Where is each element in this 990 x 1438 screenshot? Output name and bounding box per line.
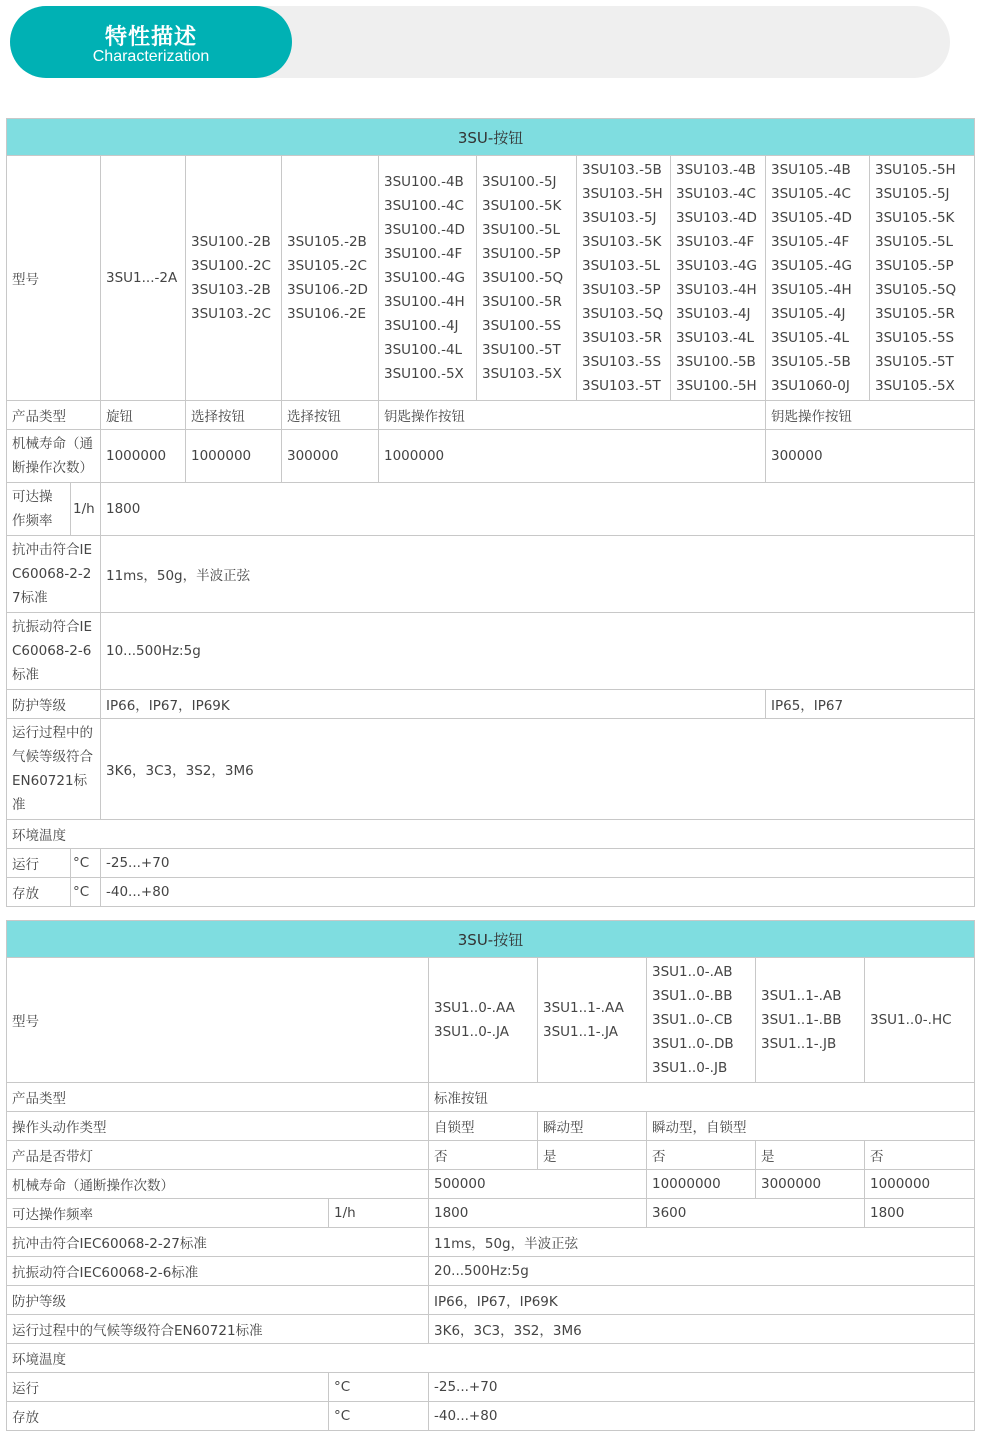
- model-code: 3SU100.-2C: [191, 258, 271, 274]
- lamp-value: 否: [647, 1141, 756, 1170]
- model-code: 3SU106.-2E: [287, 306, 367, 322]
- vibration-label: 抗振动符合IEC60068-2-6标准: [7, 1257, 429, 1286]
- model-code: 3SU100.-5T: [482, 342, 561, 358]
- freq-value: 1800: [865, 1199, 975, 1228]
- climate-value: 3K6，3C3，3S2，3M6: [101, 719, 975, 820]
- model-code: 3SU103.-4F: [676, 234, 755, 250]
- model-code: 3SU105.-2C: [287, 258, 367, 274]
- model-code: 3SU100.-4J: [384, 318, 459, 334]
- shock-row: [7, 536, 975, 613]
- model-code: 3SU103.-5K: [582, 234, 662, 250]
- protection-value: IP66，IP67，IP69K: [101, 690, 766, 719]
- run-unit: °C: [329, 1373, 429, 1402]
- climate-row: [7, 1315, 975, 1344]
- action-type-value: 瞬动型，自锁型: [647, 1112, 975, 1141]
- model-code: 3SU105.-5H: [875, 162, 956, 178]
- model-cell: [870, 156, 975, 401]
- model-code: 3SU103.-5S: [582, 354, 662, 370]
- model-code: 3SU105.-4J: [771, 306, 846, 322]
- freq-row: [7, 483, 975, 536]
- run-temp-row: [7, 849, 975, 878]
- shock-row: [7, 1228, 975, 1257]
- model-code: 3SU1..1-.AA: [543, 1000, 624, 1016]
- model-code: 3SU100.-5X: [384, 366, 464, 382]
- model-code: 3SU100.-4L: [384, 342, 463, 358]
- model-code: 3SU105.-2B: [287, 234, 367, 250]
- model-code: 3SU103.-5B: [582, 162, 662, 178]
- freq-unit: 1/h: [329, 1199, 429, 1228]
- run-temp-row: [7, 1373, 975, 1402]
- vibration-value: 20...500Hz:5g: [429, 1257, 975, 1286]
- climate-label: 运行过程中的气候等级符合EN60721标准: [7, 719, 101, 820]
- env-temp-row: [7, 1344, 975, 1373]
- model-code: 3SU100.-4G: [384, 270, 466, 286]
- product-type-row: [7, 401, 975, 430]
- model-code: 3SU103.-4D: [676, 210, 757, 226]
- model-code: 3SU1..1-.JB: [761, 1036, 837, 1052]
- model-code: 3SU100.-4B: [384, 174, 464, 190]
- model-code: 3SU105.-4F: [771, 234, 850, 250]
- climate-value: 3K6，3C3，3S2，3M6: [429, 1315, 975, 1344]
- model-code: 3SU103.-4J: [676, 306, 751, 322]
- model-code: 3SU1..1-.JA: [543, 1024, 618, 1040]
- shock-label: 抗冲击符合IEC60068-2-27标准: [7, 536, 101, 613]
- mech-life-label: 机械寿命（通断操作次数）: [7, 1170, 429, 1199]
- model-code: 3SU105.-5B: [771, 354, 851, 370]
- freq-value: 3600: [647, 1199, 865, 1228]
- model-cell: [577, 156, 671, 401]
- model-code: 3SU105.-5T: [875, 354, 954, 370]
- model-cell: [647, 958, 756, 1083]
- model-code: 3SU105.-5J: [875, 186, 950, 202]
- model-code: 3SU100.-2B: [191, 234, 271, 250]
- model-code: 3SU103.-5H: [582, 186, 663, 202]
- model-code: 3SU105.-5K: [875, 210, 955, 226]
- climate-row: [7, 719, 975, 820]
- product-type-value: 选择按钮: [282, 401, 379, 430]
- action-type-value: 瞬动型: [538, 1112, 647, 1141]
- model-code: 3SU100.-4C: [384, 198, 464, 214]
- model-code: 3SU105.-5X: [875, 378, 955, 394]
- run-label: 运行: [7, 849, 71, 878]
- model-code: 3SU105.-5P: [875, 258, 954, 274]
- model-code: 3SU100.-5K: [482, 198, 562, 214]
- action-type-value: 自锁型: [429, 1112, 538, 1141]
- product-type-value: 标准按钮: [429, 1083, 975, 1112]
- model-label: 型号: [7, 156, 101, 401]
- model-code: 3SU1..0-.JB: [652, 1060, 728, 1076]
- protection-value: IP66，IP67，IP69K: [429, 1286, 975, 1315]
- store-unit: °C: [71, 878, 101, 907]
- model-code: 3SU105.-4L: [771, 330, 850, 346]
- model-code: 3SU100.-5R: [482, 294, 562, 310]
- model-code: 3SU1060-0J: [771, 378, 850, 394]
- store-temp-row: [7, 1402, 975, 1431]
- model-cell: [865, 958, 975, 1083]
- model-row: [7, 156, 975, 401]
- model-cell: [538, 958, 647, 1083]
- model-code: 3SU103.-5L: [582, 258, 661, 274]
- protection-label: 防护等级: [7, 1286, 429, 1315]
- spec-table-2: [6, 920, 975, 1431]
- action-type-label: 操作头动作类型: [7, 1112, 429, 1141]
- model-cell: [756, 958, 865, 1083]
- vibration-label: 抗振动符合IEC60068-2-6标准: [7, 613, 101, 690]
- store-value: -40...+80: [101, 878, 975, 907]
- model-code: 3SU103.-2B: [191, 282, 271, 298]
- model-code: 3SU103.-2C: [191, 306, 271, 322]
- store-label: 存放: [7, 878, 71, 907]
- mech-life-value: 1000000: [186, 430, 282, 483]
- model-code: 3SU100.-5L: [482, 222, 561, 238]
- model-code: 3SU1..0-.CB: [652, 1012, 733, 1028]
- section-title-cn: 特性描述: [104, 25, 197, 50]
- model-code: 3SU100.-5H: [676, 378, 757, 394]
- env-temp-label: 环境温度: [7, 1344, 975, 1373]
- model-cell: [282, 156, 379, 401]
- mech-life-value: 3000000: [756, 1170, 865, 1199]
- model-cell: [101, 156, 186, 401]
- mech-life-value: 300000: [282, 430, 379, 483]
- model-code: 3SU1..0-.AA: [434, 1000, 515, 1016]
- model-code: 3SU1..0-.BB: [652, 988, 733, 1004]
- product-type-value: 选择按钮: [186, 401, 282, 430]
- mech-life-value: 1000000: [101, 430, 186, 483]
- protection-row: [7, 1286, 975, 1315]
- lamp-value: 否: [429, 1141, 538, 1170]
- product-type-value: 旋钮: [101, 401, 186, 430]
- run-value: -25...+70: [429, 1373, 975, 1402]
- store-label: 存放: [7, 1402, 329, 1431]
- env-temp-label: 环境温度: [7, 820, 975, 849]
- mech-life-value: 300000: [766, 430, 975, 483]
- model-code: 3SU105.-5Q: [875, 282, 957, 298]
- store-value: -40...+80: [429, 1402, 975, 1431]
- model-code: 3SU1..0-.HC: [870, 1012, 952, 1028]
- mech-life-label: 机械寿命（通断操作次数）: [7, 430, 101, 483]
- vibration-value: 10...500Hz:5g: [101, 613, 975, 690]
- vibration-row: [7, 1257, 975, 1286]
- mech-life-value: 1000000: [865, 1170, 975, 1199]
- mech-life-value: 500000: [429, 1170, 647, 1199]
- env-temp-row: [7, 820, 975, 849]
- model-code: 3SU103.-5J: [582, 210, 657, 226]
- shock-label: 抗冲击符合IEC60068-2-27标准: [7, 1228, 429, 1257]
- protection-label: 防护等级: [7, 690, 101, 719]
- model-code: 3SU103.-4C: [676, 186, 756, 202]
- model-code: 3SU100.-5S: [482, 318, 562, 334]
- product-type-label: 产品类型: [7, 401, 101, 430]
- model-code: 3SU1...-2A: [106, 270, 178, 286]
- protection-value: IP65，IP67: [766, 690, 975, 719]
- product-type-value: 钥匙操作按钮: [379, 401, 766, 430]
- model-code: 3SU105.-5S: [875, 330, 955, 346]
- vibration-row: [7, 613, 975, 690]
- mech-life-row: [7, 1170, 975, 1199]
- store-temp-row: [7, 878, 975, 907]
- product-type-value: 钥匙操作按钮: [766, 401, 975, 430]
- table-title: 3SU-按钮: [7, 921, 975, 958]
- model-cell: [671, 156, 766, 401]
- freq-row: [7, 1199, 975, 1228]
- model-cell: [379, 156, 477, 401]
- model-code: 3SU105.-5L: [875, 234, 954, 250]
- model-code: 3SU105.-4B: [771, 162, 851, 178]
- model-code: 3SU100.-4D: [384, 222, 465, 238]
- product-type-label: 产品类型: [7, 1083, 429, 1112]
- model-code: 3SU100.-4H: [384, 294, 465, 310]
- model-code: 3SU105.-4H: [771, 282, 852, 298]
- model-code: 3SU105.-4G: [771, 258, 853, 274]
- model-code: 3SU103.-5Q: [582, 306, 664, 322]
- spec-table-1: [6, 118, 975, 907]
- model-code: 3SU103.-4H: [676, 282, 757, 298]
- model-code: 3SU100.-5J: [482, 174, 557, 190]
- mech-life-value: 1000000: [379, 430, 766, 483]
- mech-life-row: [7, 430, 975, 483]
- model-code: 3SU1..1-.AB: [761, 988, 842, 1004]
- freq-label: 可达操作频率: [7, 483, 71, 536]
- model-cell: [477, 156, 577, 401]
- model-cell: [429, 958, 538, 1083]
- model-code: 3SU103.-5R: [582, 330, 662, 346]
- section-title-en: Characterization: [92, 48, 210, 65]
- model-code: 3SU105.-4D: [771, 210, 852, 226]
- model-cell: [766, 156, 870, 401]
- model-code: 3SU103.-4L: [676, 330, 755, 346]
- action-type-row: [7, 1112, 975, 1141]
- section-header-pill: [10, 6, 292, 78]
- model-code: 3SU1..0-.DB: [652, 1036, 734, 1052]
- lamp-value: 是: [756, 1141, 865, 1170]
- lamp-value: 是: [538, 1141, 647, 1170]
- model-label: 型号: [7, 958, 429, 1083]
- mech-life-value: 10000000: [647, 1170, 756, 1199]
- table-title: 3SU-按钮: [7, 119, 975, 156]
- shock-value: 11ms，50g，半波正弦: [101, 536, 975, 613]
- model-code: 3SU100.-4F: [384, 246, 463, 262]
- shock-value: 11ms，50g，半波正弦: [429, 1228, 975, 1257]
- protection-row: [7, 690, 975, 719]
- model-code: 3SU103.-5P: [582, 282, 661, 298]
- model-code: 3SU106.-2D: [287, 282, 368, 298]
- model-code: 3SU103.-5T: [582, 378, 661, 394]
- lamp-value: 否: [865, 1141, 975, 1170]
- product-type-row: [7, 1083, 975, 1112]
- run-label: 运行: [7, 1373, 329, 1402]
- store-unit: °C: [329, 1402, 429, 1431]
- model-code: 3SU103.-5X: [482, 366, 562, 382]
- model-code: 3SU103.-4B: [676, 162, 756, 178]
- freq-label: 可达操作频率: [7, 1199, 329, 1228]
- model-row: [7, 958, 975, 1083]
- model-code: 3SU100.-5B: [676, 354, 756, 370]
- model-code: 3SU103.-4G: [676, 258, 758, 274]
- model-cell: [186, 156, 282, 401]
- lamp-row: [7, 1141, 975, 1170]
- freq-value: 1800: [101, 483, 975, 536]
- climate-label: 运行过程中的气候等级符合EN60721标准: [7, 1315, 429, 1344]
- model-code: 3SU100.-5Q: [482, 270, 564, 286]
- freq-unit: 1/h: [71, 483, 101, 536]
- lamp-label: 产品是否带灯: [7, 1141, 429, 1170]
- run-unit: °C: [71, 849, 101, 878]
- run-value: -25...+70: [101, 849, 975, 878]
- model-code: 3SU1..1-.BB: [761, 1012, 842, 1028]
- model-code: 3SU1..0-.AB: [652, 964, 733, 980]
- model-code: 3SU105.-4C: [771, 186, 851, 202]
- model-code: 3SU100.-5P: [482, 246, 561, 262]
- model-code: 3SU1..0-.JA: [434, 1024, 509, 1040]
- model-code: 3SU105.-5R: [875, 306, 955, 322]
- freq-value: 1800: [429, 1199, 647, 1228]
